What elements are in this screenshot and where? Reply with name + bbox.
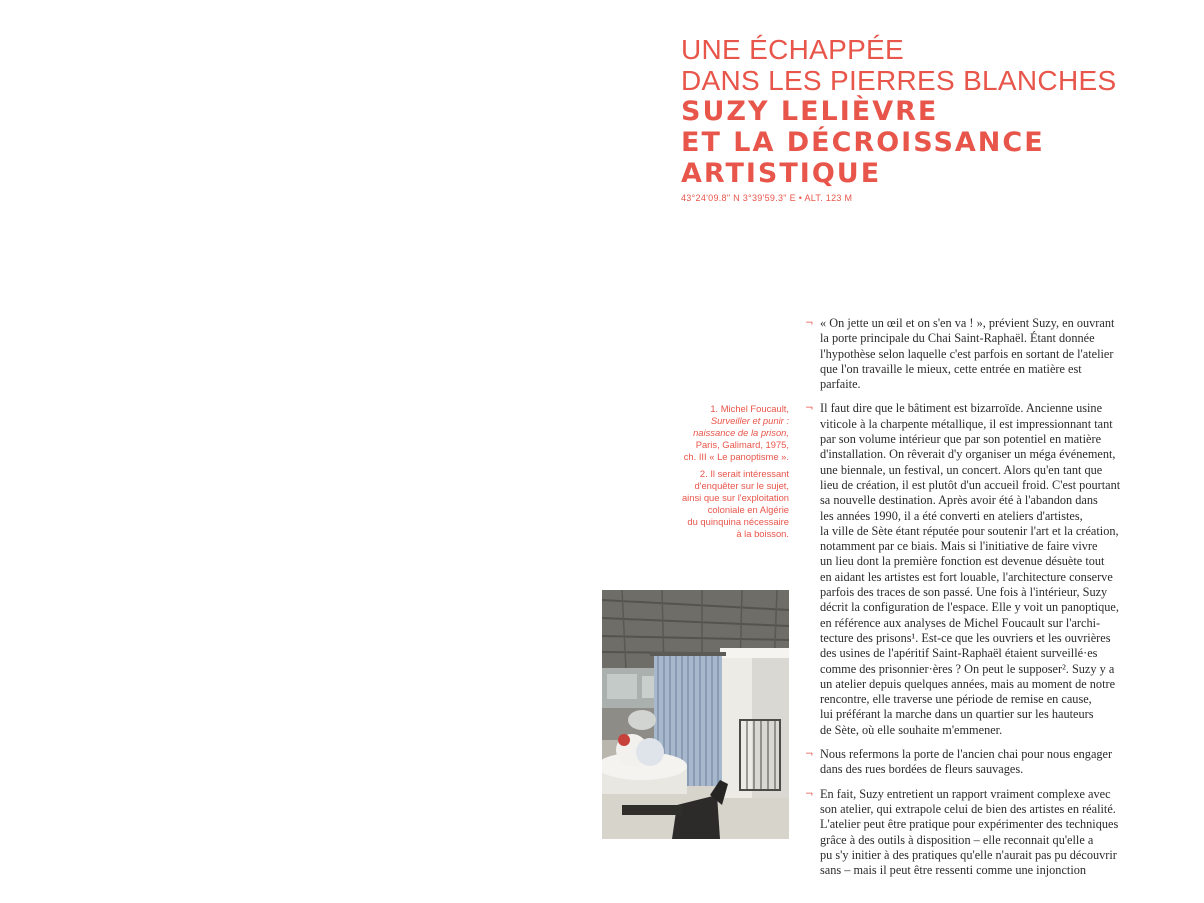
paragraph-marker-icon: ¬ <box>805 788 814 800</box>
text-line: rencontre, elle traverse une période de remise en cause, <box>820 692 1092 707</box>
text-line: d'installation. On rêverait d'y organiser un méga événement, <box>820 447 1116 462</box>
body-text <box>805 316 1165 887</box>
text-line: des usines de l'apéritif Saint-Raphaël étaient surveillé·es <box>820 646 1098 661</box>
text-line: l'hypothèse selon laquelle c'est parfois en sortant de l'atelier <box>820 346 1114 361</box>
text-line: parfaite. <box>820 377 861 392</box>
sidenotes <box>669 403 789 545</box>
footnote-line: d'enquêter sur le sujet, <box>694 480 789 491</box>
title-bold-line-2: ET LA DÉCROISSANCE <box>681 127 1045 158</box>
text-line: un lieu dont la première fonction est devenue désuète tout <box>820 554 1105 569</box>
text-line: la ville de Sète étant réputée pour soutenir l'art et la création, <box>820 523 1119 538</box>
text-line: En fait, Suzy entretient un rapport vraiment complexe avec <box>820 786 1111 801</box>
text-line: un atelier depuis quelques années, mais au moment de notre <box>820 676 1116 691</box>
footnote-line: ch. III « Le panoptisme ». <box>683 451 789 462</box>
footnote-1 <box>669 403 789 463</box>
text-line: sa nouvelle destination. Après avoir été à l'abandon dans <box>820 493 1098 508</box>
footnote-line: Surveiller et punir : <box>710 415 789 426</box>
text-line: viticole à la charpente métallique, il est impressionnant tant <box>820 416 1113 431</box>
text-line: grâce à des outils à disposition – elle reconnait qu'elle a <box>820 832 1094 847</box>
title-line-1: UNE ÉCHAPPÉE <box>681 34 904 65</box>
footnote-line: coloniale en Algérie <box>707 504 789 515</box>
paragraph-1 <box>805 316 1165 392</box>
footnote-line: du quinquina nécessaire <box>687 516 789 527</box>
footnote-line: ainsi que sur l'exploitation <box>681 492 789 503</box>
text-line: « On jette un œil et on s'en va ! », prévient Suzy, en ouvrant <box>820 316 1115 330</box>
footnote-line: 2. Il serait intéressant <box>699 468 789 479</box>
title-bold-line-3: ARTISTIQUE <box>681 158 882 189</box>
text-line: notamment par ce biais. Mais si l'initiative de faire vivre <box>820 539 1098 554</box>
text-line: tecture des prisons¹. Est-ce que les ouvriers et les ouvrières <box>820 630 1111 645</box>
text-line: les années 1990, il a été converti en ateliers d'artistes, <box>820 508 1083 523</box>
text-line: que l'on travaille le mieux, cette entrée en matière est <box>820 361 1082 376</box>
footnote-line: à la boisson. <box>736 528 789 539</box>
text-line: pu s'y initier à des pratiques qu'elle n'aurait pas pu découvrir <box>820 847 1117 862</box>
gps-coordinates: 43°24'09.8" N 3°39'59.3" E • ALT. 123 M <box>681 193 853 203</box>
text-line: sans – mais il peut être ressenti comme une injonction <box>820 863 1087 878</box>
paragraph-3 <box>805 747 1165 778</box>
text-line: dans des rues bordées de fleurs sauvages. <box>820 762 1024 777</box>
footnote-line: Paris, Galimard, 1975, <box>695 439 789 450</box>
text-line: comme des prisonnier·ères ? On peut le supposer². Suzy y a <box>820 661 1115 676</box>
text-line: son atelier, qui extrapole celui de bien des artistes en réalité. <box>820 801 1116 816</box>
text-line: la porte principale du Chai Saint-Raphaël. Étant donnée <box>820 331 1095 346</box>
text-line: lieu de création, il est plutôt d'un accueil froid. C'est pourtant <box>820 477 1121 492</box>
text-line: une biennale, un festival, un concert. Alors qu'en tant que <box>820 462 1103 477</box>
title-line-2: DANS LES PIERRES BLANCHES <box>681 65 1117 96</box>
text-line: en aidant les artistes est fort louable, l'architecture conserve <box>820 569 1113 584</box>
text-line: en référence aux analyses de Michel Foucault sur l'archi- <box>820 615 1101 630</box>
paragraph-marker-icon: ¬ <box>805 749 814 761</box>
text-line: de Sète, où elle souhaite m'emmener. <box>820 722 1003 737</box>
text-line: Nous refermons la porte de l'ancien chai pour nous engager <box>820 747 1113 762</box>
text-line: parfois des traces de son passé. Une fois à l'intérieur, Suzy <box>820 585 1108 600</box>
text-line: Il faut dire que le bâtiment est bizarroïde. Ancienne usine <box>820 401 1103 416</box>
paragraph-2 <box>805 401 1165 738</box>
footnote-line: 1. Michel Foucault, <box>710 403 789 414</box>
text-line: lui préférant la marche dans un quartier sur les hauteurs <box>820 707 1094 722</box>
text-line: par son volume intérieur que par son potentiel en matière <box>820 432 1102 447</box>
paragraph-4 <box>805 787 1165 879</box>
text-line: décrit la configuration de l'espace. Elle y voit un panoptique, <box>820 600 1119 615</box>
paragraph-marker-icon: ¬ <box>805 403 814 415</box>
article-title <box>681 34 1181 189</box>
footnote-2 <box>669 468 789 540</box>
text-line: L'atelier peut être pratique pour expérimenter des techniques <box>820 817 1119 832</box>
paragraph-marker-icon: ¬ <box>805 318 814 329</box>
atelier-photo <box>602 590 789 839</box>
footnote-line: naissance de la prison, <box>693 427 789 438</box>
title-bold-line-1: SUZY LELIÈVRE <box>681 96 939 127</box>
